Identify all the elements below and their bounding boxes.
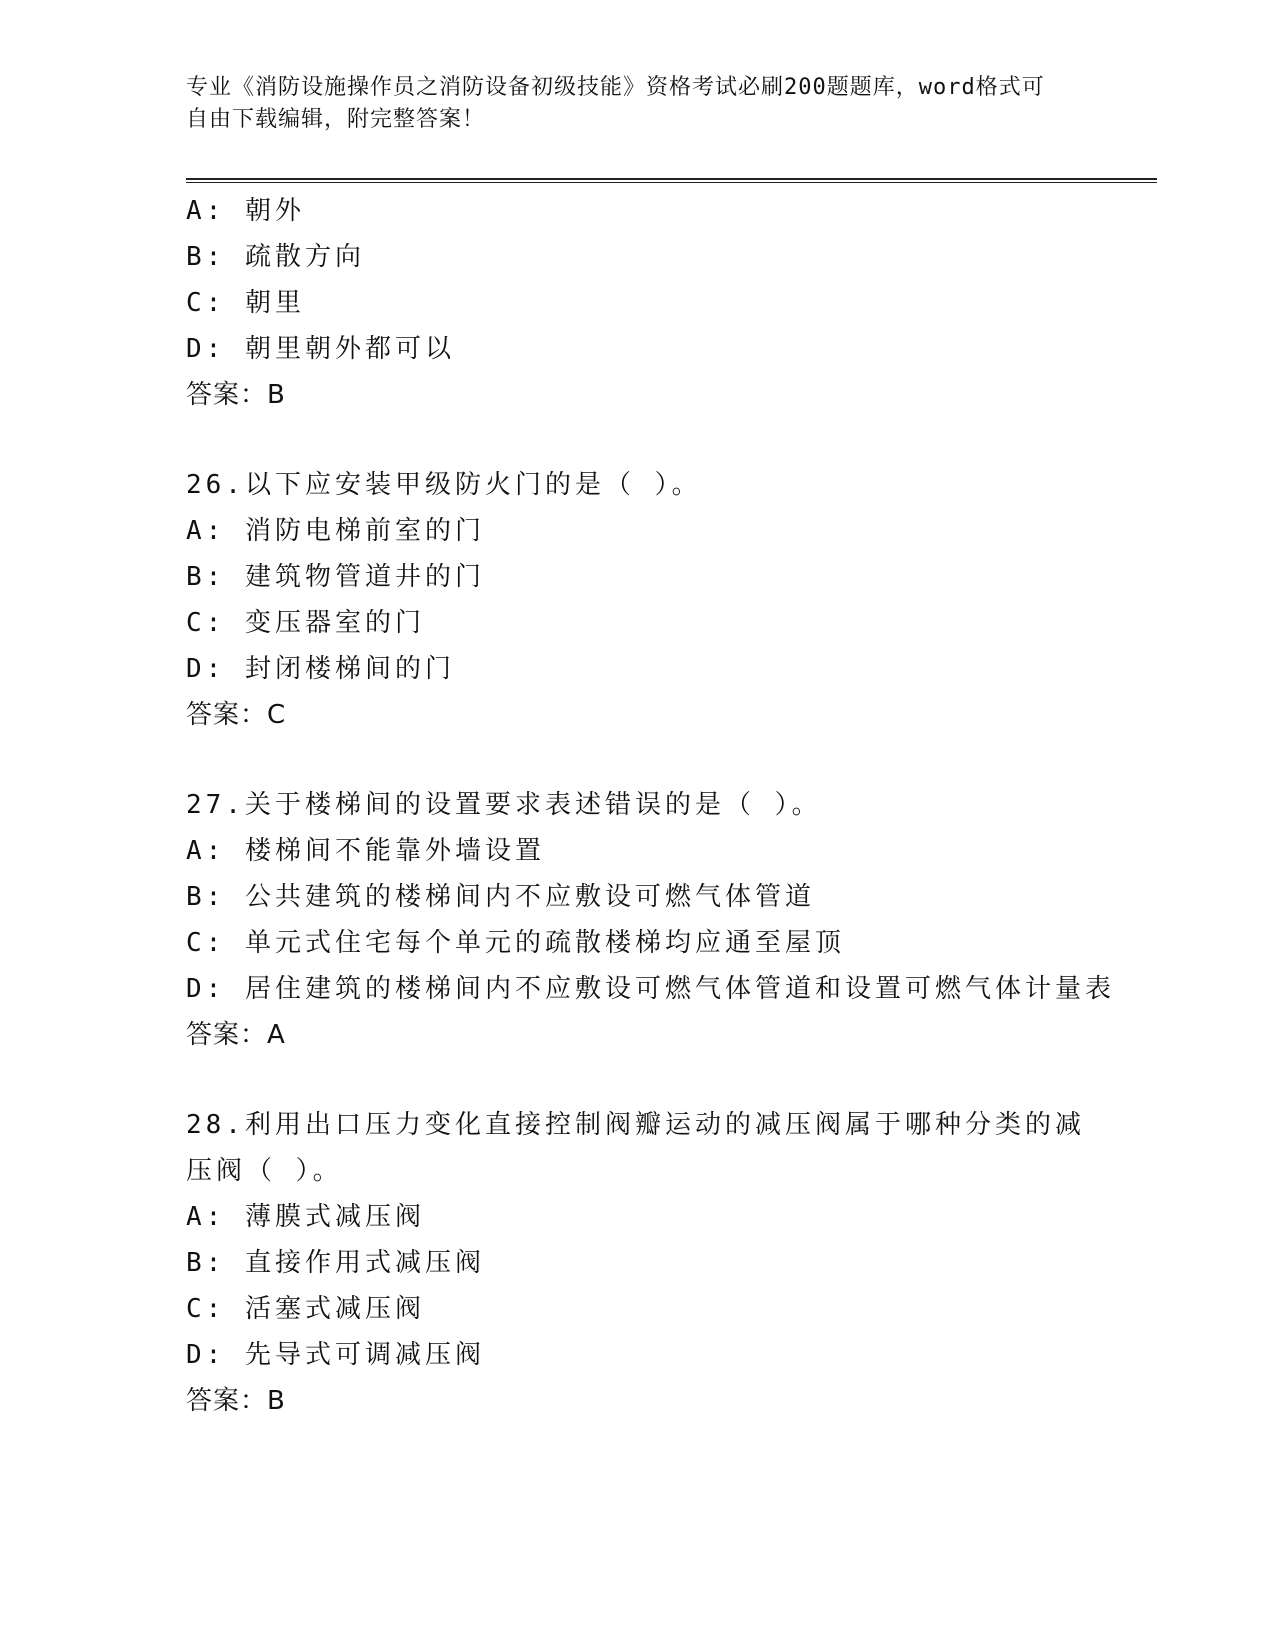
option-b: B: 疏散方向 bbox=[186, 242, 365, 272]
question-block-25 bbox=[186, 188, 1086, 418]
answer-line: 答案：B bbox=[186, 380, 286, 410]
answer-line: 答案：C bbox=[186, 700, 287, 730]
question-block-26 bbox=[186, 462, 1086, 738]
option-b: B: 公共建筑的楼梯间内不应敷设可燃气体管道 bbox=[186, 882, 815, 912]
option-c: C: 变压器室的门 bbox=[186, 608, 425, 638]
answer-line: 答案：A bbox=[186, 1020, 286, 1050]
option-d: D: 朝里朝外都可以 bbox=[186, 334, 455, 364]
option-c: C: 活塞式减压阀 bbox=[186, 1294, 425, 1324]
option-a: A: 朝外 bbox=[186, 196, 305, 226]
question-text: 27.关于楼梯间的设置要求表述错误的是（ ）。 bbox=[186, 790, 822, 820]
option-d: D: 居住建筑的楼梯间内不应敷设可燃气体管道和设置可燃气体计量表 bbox=[186, 974, 1115, 1004]
question-text: 26.以下应安装甲级防火门的是（ ）。 bbox=[186, 470, 702, 500]
option-a: A: 楼梯间不能靠外墙设置 bbox=[186, 836, 545, 866]
header-divider bbox=[186, 178, 1157, 183]
answer-line: 答案：B bbox=[186, 1386, 286, 1416]
page-header: 专业《消防设施操作员之消防设备初级技能》资格考试必刷200题题库，word格式可自由下载编辑，附完整答案！ bbox=[186, 75, 1045, 132]
option-c: C: 单元式住宅每个单元的疏散楼梯均应通至屋顶 bbox=[186, 928, 845, 958]
option-b: B: 建筑物管道井的门 bbox=[186, 562, 485, 592]
question-list bbox=[186, 188, 1115, 1424]
option-c: C: 朝里 bbox=[186, 288, 305, 318]
option-d: D: 先导式可调减压阀 bbox=[186, 1340, 485, 1370]
question-text: 28.利用出口压力变化直接控制阀瓣运动的减压阀属于哪种分类的减压阀（ ）。 bbox=[186, 1110, 1085, 1186]
option-a: A: 消防电梯前室的门 bbox=[186, 516, 485, 546]
option-a: A: 薄膜式减压阀 bbox=[186, 1202, 425, 1232]
question-block-27 bbox=[186, 782, 1115, 1058]
option-b: B: 直接作用式减压阀 bbox=[186, 1248, 485, 1278]
question-block-28 bbox=[186, 1102, 1086, 1424]
option-d: D: 封闭楼梯间的门 bbox=[186, 654, 455, 684]
